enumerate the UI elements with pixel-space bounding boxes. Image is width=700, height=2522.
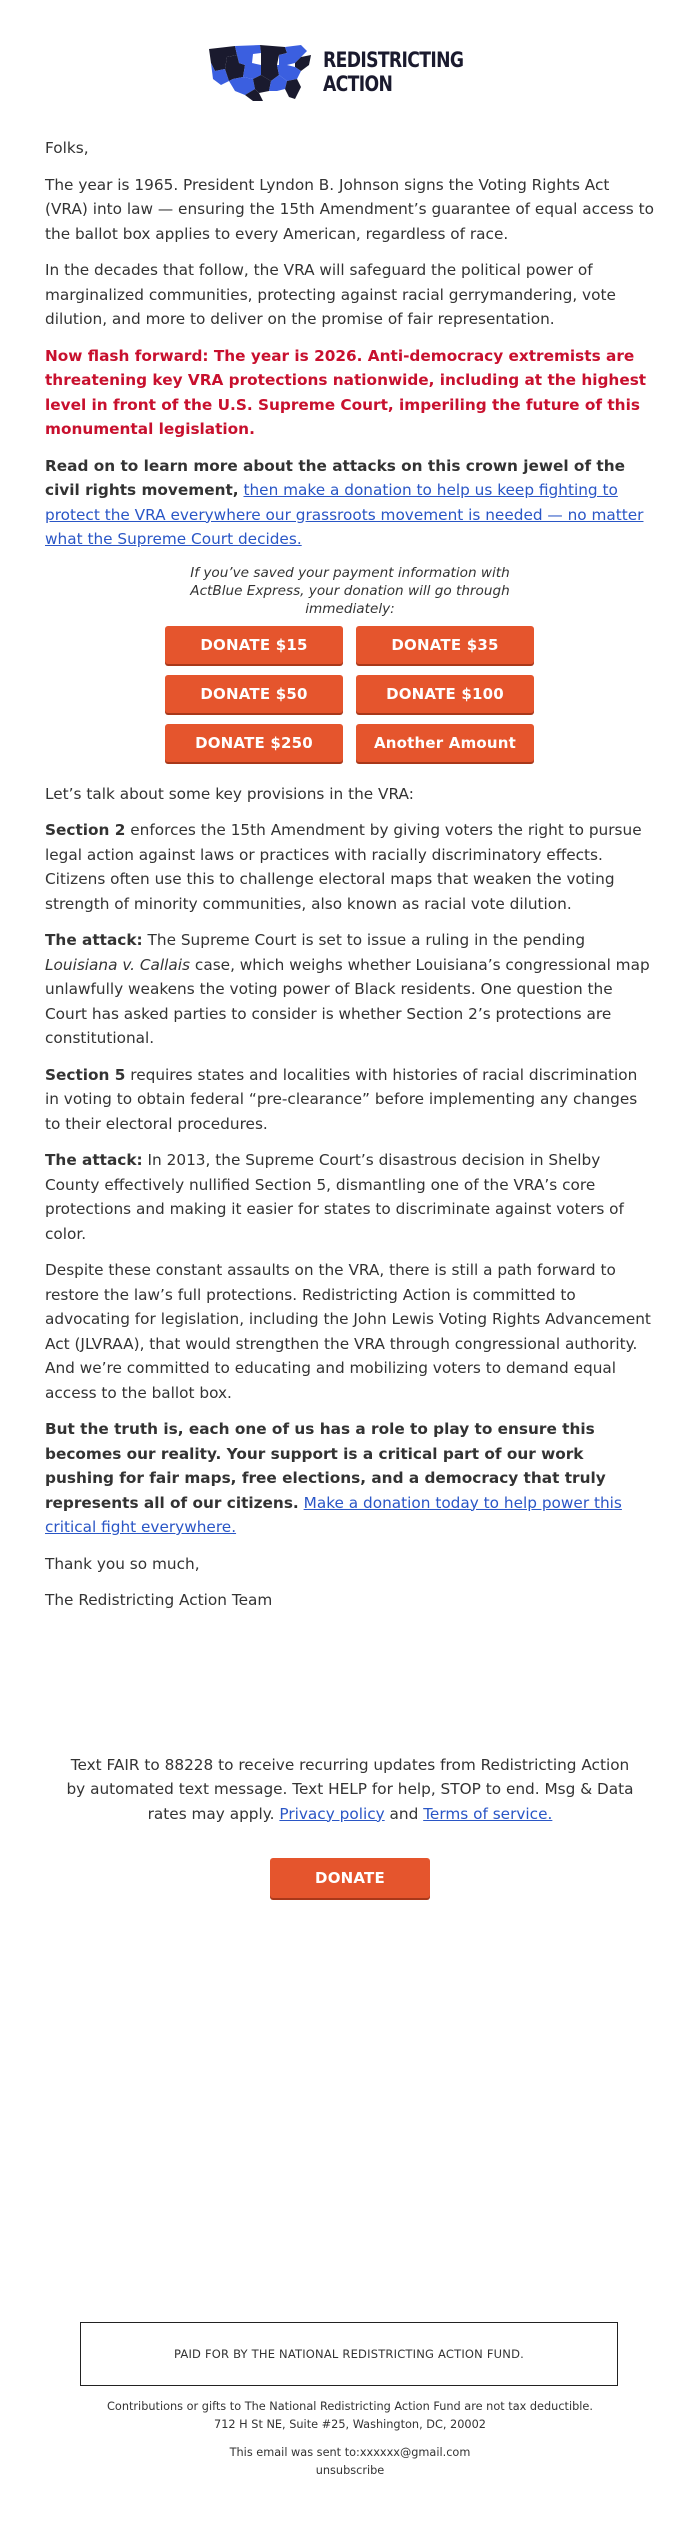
unsubscribe-link[interactable]: unsubscribe [315, 2464, 385, 2477]
paragraph-attack-1 [45, 928, 655, 1051]
mailing-address: 712 H St NE, Suite #25, Washington, DC, 20002 [214, 2418, 486, 2431]
attack-1-text-a: The Supreme Court is set to issue a ruling in the pending [147, 931, 586, 949]
section-5-text: requires states and localities with histories of racial discrimination in voting to obtain federal “pre-clearance” before implementing any changes to their electoral procedures. [45, 1065, 638, 1133]
paragraph-path-forward: Despite these constant assaults on the VRA, there is still a path forward to restore the law’s full protections. Redistricting Action is committed to advocating for legislation, including the John Lewis Voting Rights Advancement Act (JLVRAA), that would strengthen the VRA through congressional authority. And we’re committed to educating and mobilizing voters to demand equal access to the ballot box. [45, 1261, 651, 1402]
sms-disclaimer [60, 1753, 640, 1827]
paragraph-section-2 [45, 818, 655, 916]
signature: The Redistricting Action Team [45, 1591, 273, 1609]
paragraph-truth [45, 1417, 655, 1540]
read-on-bold: Read on to learn more about the attacks on this crown jewel of the civil rights movement, [45, 456, 625, 499]
attack-1-lead: The attack: [45, 931, 143, 949]
greeting: Folks, [45, 139, 89, 157]
thanks: Thank you so much, [45, 1554, 200, 1573]
email-body [45, 136, 655, 1613]
and-text: and [389, 1804, 419, 1823]
paragraph-flash-forward: Now flash forward: The year is 2026. Anti-democracy extremists are threatening key VRA protections nationwide, including at the highest level in front of the U.S. Supreme Court, imperiling the future of this monumental legislation. [45, 346, 647, 438]
donate-other-amount-button[interactable]: Another Amount [356, 724, 534, 762]
section-5-lead: Section 5 [45, 1065, 126, 1084]
paragraph-provisions: Let’s talk about some key provisions in the VRA: [45, 784, 414, 803]
donate-power-fight-link[interactable]: Make a donation today to help power this critical fight everywhere. [45, 1493, 622, 1536]
privacy-policy-link[interactable]: Privacy policy [279, 1804, 385, 1823]
donate-100-button[interactable]: DONATE $100 [356, 675, 534, 713]
donate-protect-vra-link[interactable]: then make a donation to help us keep fighting to protect the VRA everywhere our grassroots movement is needed — no matter what the Supreme Court decides. [45, 481, 644, 548]
paragraph-decades: In the decades that follow, the VRA will safeguard the political power of marginalized communities, protecting against racial gerrymandering, vote dilution, and more to deliver on the promise of fair representation. [45, 261, 616, 328]
attack-1-case: Louisiana v. Callais [45, 955, 191, 974]
section-2-text: enforces the 15th Amendment by giving voters the right to pursue legal action against laws or practices with racially discriminatory effects. Citizens often use this to challenge electoral maps that weaken the voting strength of minority communities, also known as racial vote dilution. [45, 821, 642, 913]
brand-logo [45, 0, 655, 110]
donate-250-button[interactable]: DONATE $250 [165, 724, 343, 762]
terms-of-service-link[interactable]: Terms of service. [423, 1804, 553, 1823]
paid-for-box: PAID FOR BY THE NATIONAL REDISTRICTING ACTION FUND. [80, 2322, 618, 2386]
donate-35-button[interactable]: DONATE $35 [356, 626, 534, 664]
brand-name [323, 48, 463, 96]
donate-50-button[interactable]: DONATE $50 [165, 675, 343, 713]
brand-name-line2: ACTION [323, 72, 393, 96]
truth-bold: But the truth is, each one of us has a role to play to ensure this becomes our reality. Your support is a critical part of our work pushing for fair maps, free elections, and a democracy that truly represents all of our citizens. [45, 1420, 606, 1512]
brand-name-line1: REDISTRICTING [323, 48, 464, 72]
actblue-note: If you’ve saved your payment information with ActBlue Express, your donation will go through immediately: [190, 564, 510, 617]
us-map-puzzle-icon [205, 41, 315, 103]
donate-15-button[interactable]: DONATE $15 [165, 626, 343, 664]
donate-button-grid [165, 626, 535, 762]
attack-2-text: In 2013, the Supreme Court’s disastrous decision in Shelby County effectively nullified Section 5, dismantling one of the VRA’s core protections and making it easier for states to discriminate against voters of color. [45, 1151, 624, 1243]
attack-2-lead: The attack: [45, 1151, 143, 1169]
section-2-lead: Section 2 [45, 821, 126, 839]
sms-text: Text FAIR to 88228 to receive recurring updates from Redistricting Action by automated text message. Text HELP for help, STOP to end. Msg & Data rates may apply. [66, 1755, 634, 1823]
paragraph-attack-2 [45, 1148, 655, 1246]
tax-note: Contributions or gifts to The National Redistricting Action Fund are not tax deductible. [107, 2400, 593, 2413]
donate-bottom-button[interactable]: DONATE [270, 1858, 430, 1898]
paragraph-read-on [45, 454, 655, 552]
paragraph-1965: The year is 1965. President Lyndon B. Johnson signs the Voting Rights Act (VRA) into law — ensuring the 15th Amendment’s guarantee of equal access to the ballot box applies to every American, regardless of race. [45, 175, 654, 243]
paragraph-section-5 [45, 1063, 655, 1137]
sent-to: This email was sent to:xxxxxx@gmail.com [229, 2446, 471, 2459]
attack-1-text-b: case, which weighs whether Louisiana’s congressional map unlawfully weakens the voting power of Black residents. One question the Court has asked parties to consider is whether Section 2’s protections are constitutional. [45, 955, 650, 1047]
